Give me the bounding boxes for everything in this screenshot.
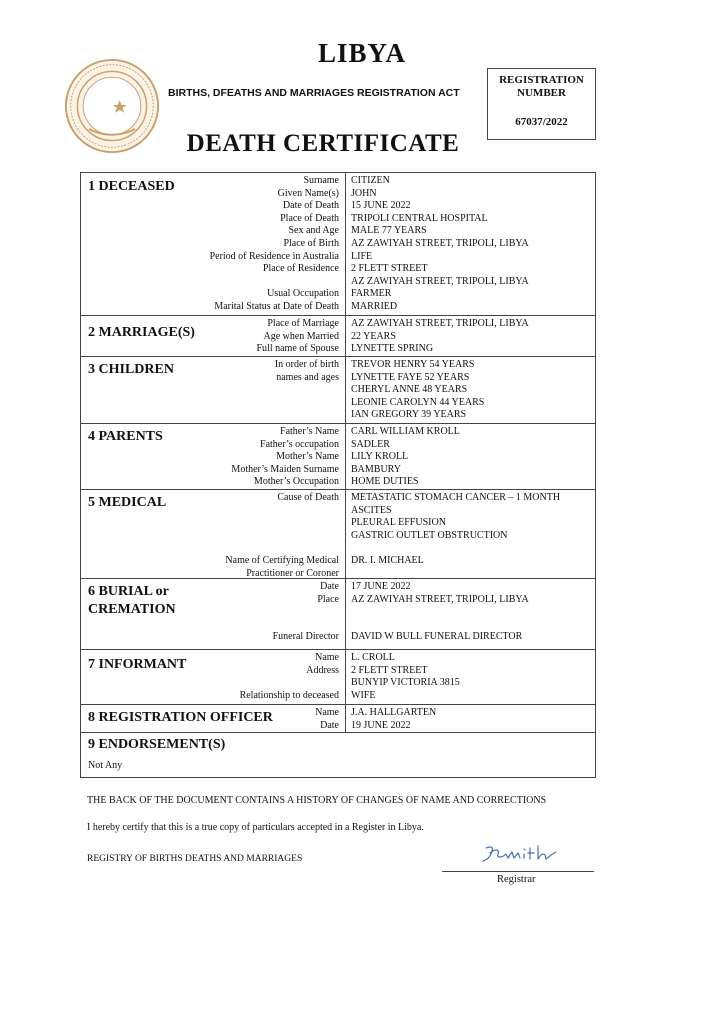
section-children [81, 356, 595, 423]
endorsement-text: Not Any [88, 760, 123, 771]
field-values [351, 581, 529, 644]
field-value: TREVOR HENRY 54 YEARS [351, 359, 475, 370]
field-value: 2 FLETT STREET [351, 263, 428, 275]
field-value: SADLER [351, 438, 390, 450]
field-value: AZ ZAWIYAH STREET, TRIPOLI, LIBYA [351, 275, 529, 287]
registrar-signature [478, 842, 562, 866]
field-labels [273, 581, 339, 644]
reg-label-line-2: NUMBER [517, 87, 566, 99]
field-value: AZ ZAWIYAH STREET, TRIPOLI, LIBYA [351, 237, 529, 249]
field-value: GASTRIC OUTLET OBSTRUCTION [351, 529, 508, 541]
certification-statement: I hereby certify that this is a true copy of particulars accepted in a Register in Libya. [87, 822, 424, 833]
field-value [351, 606, 529, 619]
field-value: FARMER [351, 288, 392, 300]
section-title: 1 DECEASED [88, 179, 175, 194]
field-value: LIFE [351, 250, 373, 262]
field-label [275, 384, 339, 397]
section-title: 6 BURIAL or CREMATION [88, 584, 176, 617]
field-label: Usual Occupation [267, 288, 339, 300]
field-values [351, 492, 560, 580]
document-title: DEATH CERTIFICATE [186, 130, 460, 157]
field-label: Father’s Name [280, 426, 339, 437]
field-label [225, 505, 339, 518]
field-value: WIFE [351, 689, 376, 701]
field-label: Cause of Death [277, 492, 339, 503]
act-name: BIRTHS, DFEATHS AND MARRIAGES REGISTRATION ACT [168, 87, 460, 99]
section-title: 8 REGISTRATION OFFICER [88, 710, 273, 725]
field-value: DR. I. MICHAEL [351, 554, 424, 566]
field-label: Date [320, 719, 339, 731]
field-label: Relationship to deceased [239, 689, 339, 701]
field-labels [210, 175, 339, 314]
field-label: Address [306, 664, 339, 676]
field-values [351, 318, 529, 356]
field-value: PLEURAL EFFUSION [351, 517, 446, 529]
field-value: HOME DUTIES [351, 476, 419, 488]
field-label: Practitioner or Coroner [246, 567, 339, 579]
registrar-label: Registrar [497, 874, 536, 885]
field-label [275, 397, 339, 410]
field-value: 15 JUNE 2022 [351, 200, 411, 212]
field-label: Place of Residence [262, 263, 339, 275]
field-labels [225, 492, 339, 580]
field-value: MALE 77 YEARS [351, 225, 427, 237]
field-value: IAN GREGORY 39 YEARS [351, 409, 467, 421]
field-values [351, 707, 436, 732]
field-value: DAVID W BULL FUNERAL DIRECTOR [351, 631, 523, 643]
field-value: METASTATIC STOMACH CANCER – 1 MONTH [351, 492, 561, 503]
field-label [225, 517, 339, 530]
field-label [240, 677, 339, 690]
field-value: 19 JUNE 2022 [351, 719, 411, 731]
field-value: 2 FLETT STREET [351, 664, 428, 676]
field-labels [231, 426, 339, 489]
field-labels [275, 359, 339, 422]
field-values [351, 426, 460, 489]
field-value: TRIPOLI CENTRAL HOSPITAL [351, 212, 488, 224]
field-label: Place [317, 593, 339, 605]
section-parents [81, 423, 595, 489]
field-label: Place of Marriage [267, 318, 339, 329]
field-values [351, 359, 484, 422]
field-label: Age when Married [263, 330, 339, 342]
field-values [351, 175, 529, 314]
field-label: Name [315, 652, 339, 663]
field-value: BAMBURY [351, 463, 402, 475]
field-values [351, 652, 460, 702]
reg-label-line-1: REGISTRATION [499, 74, 584, 86]
field-label [210, 276, 339, 289]
field-value: LYNETTE SPRING [351, 343, 434, 355]
field-label: Given Name(s) [277, 187, 339, 199]
field-value: BUNYIP VICTORIA 3815 [351, 677, 460, 689]
field-labels [315, 707, 339, 732]
field-value: LYNETTE FAYE 52 YEARS [351, 371, 470, 383]
section-title: 9 ENDORSEMENT(S) [88, 737, 226, 752]
field-label: Funeral Director [272, 631, 339, 643]
field-label: Place of Birth [283, 237, 339, 249]
field-label [273, 619, 339, 632]
section-endorsement [81, 732, 595, 779]
field-label: In order of birth [274, 359, 339, 370]
field-value: CHERYL ANNE 48 YEARS [351, 384, 468, 396]
section-informant [81, 649, 595, 704]
field-label [225, 542, 339, 555]
section-marriage [81, 315, 595, 356]
field-labels [257, 318, 340, 356]
field-label: Marital Status at Date of Death [214, 300, 339, 312]
field-value [351, 619, 529, 632]
field-value [351, 542, 560, 555]
field-label: Place of Death [280, 212, 339, 224]
field-value: AZ ZAWIYAH STREET, TRIPOLI, LIBYA [351, 318, 529, 329]
field-value: CITIZEN [351, 175, 390, 186]
field-label [273, 606, 339, 619]
section-title: 2 MARRIAGE(S) [88, 325, 195, 340]
field-label: Period of Residence in Australia [209, 250, 339, 262]
section-burial [81, 578, 595, 649]
field-value: LILY KROLL [351, 451, 409, 463]
section-registration-officer [81, 704, 595, 732]
section-medical [81, 489, 595, 578]
field-value: LEONIE CAROLYN 44 YEARS [351, 396, 485, 408]
field-value: 22 YEARS [351, 330, 396, 342]
country-title: LIBYA [317, 38, 407, 68]
field-label: Father’s occupation [260, 438, 339, 450]
field-label: Sex and Age [288, 225, 339, 237]
section-title: 7 INFORMANT [88, 657, 187, 672]
field-value: ASCITES [351, 504, 392, 516]
field-label: Name of Certifying Medical [225, 554, 339, 566]
field-label [225, 530, 339, 543]
field-label [275, 409, 339, 422]
field-value: L. CROLL [351, 652, 395, 663]
section-title: 4 PARENTS [88, 429, 163, 444]
field-label: Name [315, 707, 339, 718]
field-label: names and ages [276, 371, 339, 383]
field-value: CARL WILLIAM KROLL [351, 426, 460, 437]
section-deceased [81, 173, 595, 315]
field-label: Mother’s Name [276, 451, 339, 463]
field-label: Mother’s Maiden Surname [231, 463, 339, 475]
field-label: Date [320, 581, 339, 592]
field-label: Full name of Spouse [256, 343, 339, 355]
corrections-note: THE BACK OF THE DOCUMENT CONTAINS A HISTORY OF CHANGES OF NAME AND CORRECTIONS [87, 795, 547, 806]
certificate-table [80, 172, 596, 778]
section-title: 3 CHILDREN [88, 362, 174, 377]
field-label: Mother’s Occupation [253, 476, 339, 488]
field-labels [240, 652, 339, 702]
field-label: Surname [303, 175, 339, 186]
signature-line [442, 871, 594, 872]
field-label: Date of Death [282, 200, 339, 212]
registration-number: 67037/2022 [515, 116, 568, 128]
field-value: MARRIED [351, 300, 398, 312]
field-value: JOHN [351, 187, 377, 199]
section-title: 5 MEDICAL [88, 495, 167, 510]
field-value: AZ ZAWIYAH STREET, TRIPOLI, LIBYA [351, 593, 529, 605]
field-value: 17 JUNE 2022 [351, 581, 411, 592]
field-value: J.A. HALLGARTEN [351, 707, 437, 718]
registry-name: REGISTRY OF BIRTHS DEATHS AND MARRIAGES [87, 854, 303, 864]
